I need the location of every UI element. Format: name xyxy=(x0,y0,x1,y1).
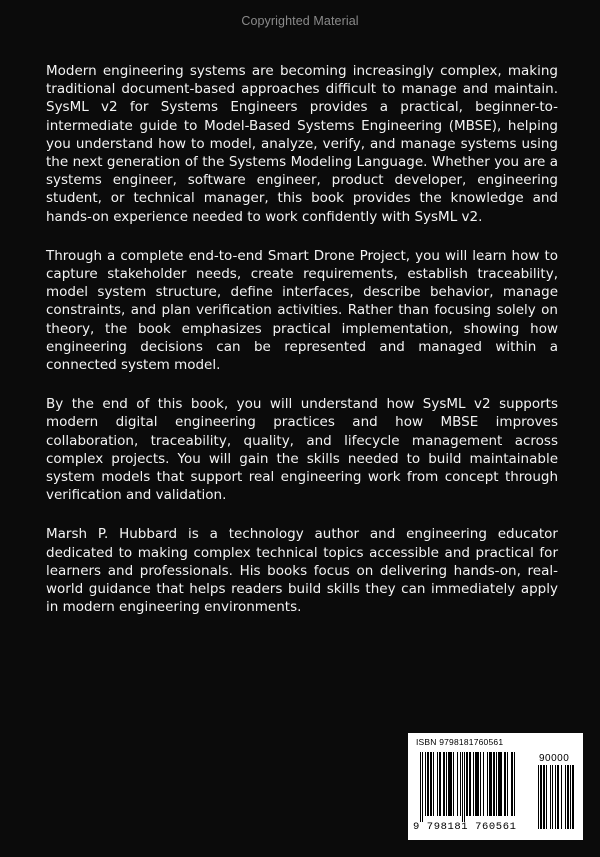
barcode-bar xyxy=(514,752,515,816)
barcode-bar xyxy=(483,752,484,816)
barcode-bar xyxy=(511,752,513,816)
barcode-bar xyxy=(493,752,495,816)
barcode-bar xyxy=(475,752,479,816)
barcode-bar xyxy=(420,752,421,822)
barcode-bar xyxy=(443,752,445,816)
barcode-bar xyxy=(550,765,551,829)
barcode-bar xyxy=(437,752,438,816)
back-cover-blurb xyxy=(46,62,558,637)
barcode-bar xyxy=(433,752,434,816)
barcode-bar xyxy=(572,765,574,829)
barcode-bar xyxy=(466,752,468,816)
price-code: 90000 xyxy=(539,753,570,764)
barcode-bar xyxy=(439,752,441,816)
barcode-bar xyxy=(557,765,559,829)
barcode-bar xyxy=(480,752,481,816)
barcode-bar xyxy=(546,765,547,829)
addon-bars xyxy=(538,765,578,831)
barcode-bar xyxy=(446,752,447,816)
barcode-bar xyxy=(570,765,571,829)
paragraph-outcome: By the end of this book, you will understand how SysML v2 supports modern digital engineering practices and how MBSE improves collaboration, traceability, quality, and lifecycle management across complex projects. You will gain the skills needed to build maintainable system models that support real engineering work from concept through verification and validation. xyxy=(46,396,558,504)
barcode-bar xyxy=(567,765,569,829)
barcode-bar xyxy=(469,752,471,816)
paragraph-project: Through a complete end-to-end Smart Drone Project, you will learn how to capture stakeholder needs, create requirements, establish traceability, model system structure, define interfaces, describe behavior, manage constraints, and plan verification activities. Rather than focusing solely on theory, the book emphasizes practical implementation, showing how engineering decisions can be represented and managed within a connected system model. xyxy=(46,247,558,374)
barcode-bar xyxy=(555,765,556,829)
barcode-bar xyxy=(457,752,458,816)
paragraph-intro: Modern engineering systems are becoming increasingly complex, making traditional document-based approaches difficult to manage and maintain. SysML v2 for Systems Engineers provides a practical, beginner-to-intermediate guide to Model-Based Systems Engineering (MBSE), helping you understand how to model, analyze, verify, and manage systems using the next generation of the Systems Modeling Language. Whether you are a systems engineer, software engineer, product developer, engineering student, or technical manager, this book provides the knowledge and hands-on experience needed to work confidently with SysML v2. xyxy=(46,63,558,225)
barcode-bar xyxy=(422,752,423,822)
paragraph-author-bio: Marsh P. Hubbard is a technology author and engineering educator dedicated to making complex technical topics accessible and practical for learners and professionals. His books focus on delivering hands-on, real-world guidance that helps readers build skills they can immediately apply in modern engineering environments. xyxy=(46,526,558,616)
barcode-bar xyxy=(448,752,452,816)
barcode-bar xyxy=(498,752,502,816)
barcode-bar xyxy=(540,765,542,829)
barcode-bar xyxy=(504,752,506,816)
barcode-bar xyxy=(496,752,497,816)
barcode-bar xyxy=(464,752,465,822)
barcode-bar xyxy=(543,765,545,829)
barcode-bar xyxy=(460,752,461,816)
barcode-bar xyxy=(430,752,432,816)
barcode-bar xyxy=(561,765,562,829)
barcode-bar xyxy=(489,752,492,816)
copyright-watermark: Copyrighted Material xyxy=(241,14,359,28)
barcode-digits: 9 798181 760561 xyxy=(413,821,517,833)
barcode-bar xyxy=(487,752,488,816)
isbn-label: ISBN 9798181760561 xyxy=(416,737,504,747)
isbn-barcode xyxy=(408,733,583,840)
barcode-bar xyxy=(425,752,426,816)
barcode-bar xyxy=(453,752,454,816)
ean13-bars xyxy=(420,752,534,824)
barcode-bar xyxy=(538,765,539,829)
barcode-bar xyxy=(565,765,566,829)
barcode-bar xyxy=(507,752,508,816)
barcode-bar xyxy=(552,765,553,829)
barcode-bar xyxy=(462,752,463,822)
barcode-bar xyxy=(473,752,474,816)
barcode-bar xyxy=(427,752,429,816)
